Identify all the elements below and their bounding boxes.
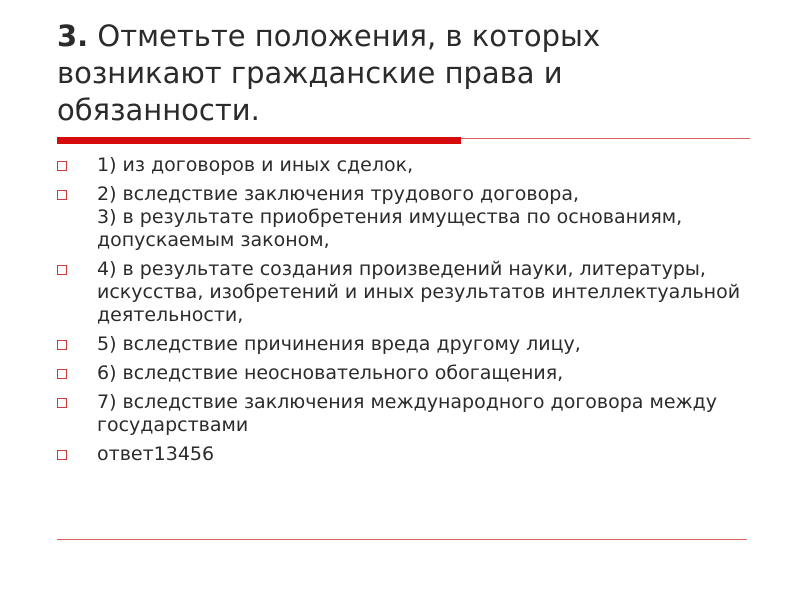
list-item-text: 7) вследствие заключения международного договора между государствами	[97, 391, 718, 436]
square-bullet-icon	[57, 369, 67, 379]
list-item	[57, 154, 747, 177]
list-item-text: 4) в результате создания произведений науки, литературы, искусства, изобретений и иных результатов интеллектуальной деятельности,	[97, 258, 741, 326]
list-item	[57, 443, 747, 466]
square-bullet-icon	[57, 340, 67, 350]
footer-divider	[57, 539, 747, 540]
title-number: 3.	[57, 19, 89, 53]
list-item-text: ответ13456	[97, 443, 215, 465]
list-item-text: 5) вследствие причинения вреда другому лицу,	[97, 333, 581, 355]
list-item	[57, 258, 747, 327]
list-item	[57, 391, 747, 437]
square-bullet-icon	[57, 265, 67, 275]
square-bullet-icon	[57, 190, 67, 200]
square-bullet-icon	[57, 398, 67, 408]
list-item	[57, 333, 747, 356]
slide-title	[57, 18, 757, 129]
list-item	[57, 362, 747, 385]
square-bullet-icon	[57, 161, 67, 171]
title-text: Отметьте положения, в которых возникают гражданские права и обязанности.	[57, 19, 601, 127]
square-bullet-icon	[57, 450, 67, 460]
title-underline-thick	[57, 137, 461, 144]
bullet-list	[57, 154, 747, 472]
list-item-text: 2) вследствие заключения трудового договора, 3) в результате приобретения имущества по основаниям, допускаемым законом,	[97, 183, 683, 251]
list-item-text: 6) вследствие неосновательного обогащения,	[97, 362, 564, 384]
title-underline-thin	[461, 138, 750, 139]
list-item	[57, 183, 747, 252]
list-item-text: 1) из договоров и иных сделок,	[97, 154, 414, 176]
